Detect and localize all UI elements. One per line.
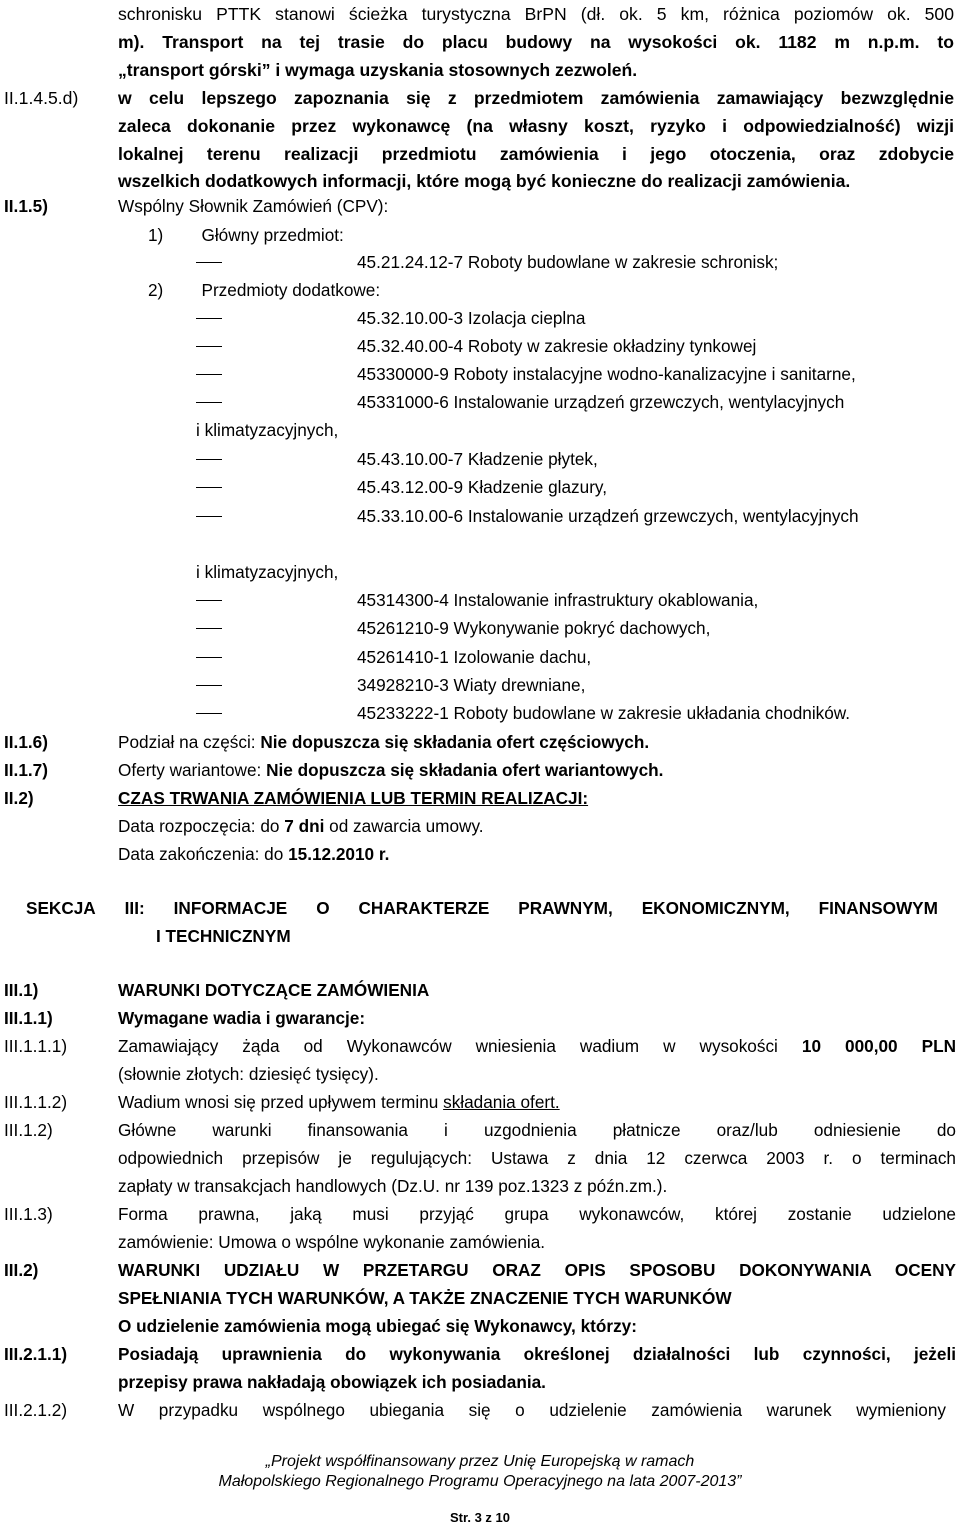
paragraph-line: W przypadku wspólnego ubiegania się o udzielenie zamówienia warunek wymieniony bbox=[118, 1400, 946, 1420]
dash-bullet bbox=[196, 628, 222, 629]
paragraph-line: WARUNKI UDZIAŁU W PRZETARGU ORAZ OPIS SPOSOBU DOKONYWANIA OCENY bbox=[118, 1260, 956, 1280]
section-number: III.1.1.2) bbox=[4, 1092, 68, 1112]
dash-bullet bbox=[196, 657, 222, 658]
cpv-item: 45.32.10.00-3 Izolacja cieplna bbox=[357, 308, 586, 328]
start-date: Data rozpoczęcia: do 7 dni od zawarcia umowy. bbox=[118, 816, 484, 836]
footer-project-line-2: Małopolskiego Regionalnego Programu Operacyjnego na lata 2007-2013” bbox=[218, 1473, 742, 1490]
section-number: III.2.1.1) bbox=[4, 1344, 68, 1364]
cpv-item: 45.33.10.00-6 Instalowanie urządzeń grzewczych, wentylacyjnych bbox=[357, 506, 859, 526]
section-number: III.1.1.1) bbox=[4, 1036, 68, 1056]
cpv-item: 45.43.12.00-9 Kładzenie glazury, bbox=[357, 477, 608, 497]
paragraph-line: Posiadają uprawnienia do wykonywania określonej działalności lub czynności, jeżeli bbox=[118, 1344, 956, 1364]
cpv-continuation: i klimatyzacyjnych, bbox=[196, 562, 339, 582]
paragraph-line: przepisy prawa nakładają obowiązek ich posiadania. bbox=[118, 1372, 546, 1392]
paragraph-line: lokalnej terenu realizacji przedmiotu zamówienia i jego otoczenia, oraz zdobycie bbox=[118, 144, 954, 164]
section-number: II.2) bbox=[4, 788, 34, 808]
paragraph-line: Zamawiający żąda od Wykonawców wniesienia wadium w wysokości 10 000,00 PLN bbox=[118, 1036, 956, 1056]
paragraph-line: wszelkich dodatkowych informacji, które mogą być konieczne do realizacji zamówienia. bbox=[118, 171, 851, 191]
cpv-item: 45331000-6 Instalowanie urządzeń grzewczych, wentylacyjnych bbox=[357, 392, 845, 412]
cpv-item: 45233222-1 Roboty budowlane w zakresie układania chodników. bbox=[357, 703, 851, 723]
dash-bullet bbox=[196, 685, 222, 686]
paragraph-line: O udzielenie zamówienia mogą ubiegać się Wykonawcy, którzy: bbox=[118, 1316, 637, 1336]
top-line-3: „transport górski” i wymaga uzyskania stosownych zezwoleń. bbox=[118, 60, 638, 80]
dash-bullet bbox=[196, 516, 222, 517]
paragraph-line: odpowiednich przepisów je regulujących: Ustawa z dnia 12 czerwca 2003 r. o terminach bbox=[118, 1148, 956, 1168]
end-date: Data zakończenia: do 15.12.2010 r. bbox=[118, 844, 390, 864]
dash-bullet bbox=[196, 713, 222, 714]
dash-bullet bbox=[196, 402, 222, 403]
section-number: II.1.7) bbox=[4, 760, 48, 780]
dash-bullet bbox=[196, 346, 222, 347]
section-3-heading: SEKCJA III: INFORMACJE O CHARAKTERZE PRAWNYM, EKONOMICZNYM, FINANSOWYM bbox=[26, 898, 938, 918]
section-number: II.1.6) bbox=[4, 732, 48, 752]
cpv-item: 45314300-4 Instalowanie infrastruktury okablowania, bbox=[357, 590, 759, 610]
dash-bullet bbox=[196, 374, 222, 375]
paragraph-line: zapłaty w transakcjach handlowych (Dz.U. nr 139 poz.1323 z późn.zm.). bbox=[118, 1176, 668, 1196]
variant-offers: Oferty wariantowe: Nie dopuszcza się składania ofert wariantowych. bbox=[118, 760, 664, 780]
paragraph-line: zamówienie: Umowa o wspólne wykonanie zamówienia. bbox=[118, 1232, 546, 1252]
cpv-item: 45261410-1 Izolowanie dachu, bbox=[357, 647, 592, 667]
cpv-extra-label: 2) Przedmioty dodatkowe: bbox=[148, 280, 381, 300]
dash-bullet bbox=[196, 318, 222, 319]
paragraph-line: Główne warunki finansowania i uzgodnienia płatnicze oraz/lub odniesienie do bbox=[118, 1120, 956, 1140]
partial-offers: Podział na części: Nie dopuszcza się składania ofert częściowych. bbox=[118, 732, 650, 752]
section-number: III.1) bbox=[4, 980, 39, 1000]
cpv-item: 45.32.40.00-4 Roboty w zakresie okładziny tynkowej bbox=[357, 336, 757, 356]
section-3-heading-line-2: I TECHNICZNYM bbox=[156, 926, 291, 946]
section-number: II.1.4.5.d) bbox=[4, 88, 79, 108]
page-number: Str. 3 z 10 bbox=[450, 1510, 510, 1525]
section-number: II.1.5) bbox=[4, 196, 48, 216]
section-number: III.1.2) bbox=[4, 1120, 53, 1140]
top-line-1: schronisku PTTK stanowi ścieżka turystyczna BrPN (dł. ok. 5 km, różnica poziomów ok. 500 bbox=[118, 4, 954, 24]
dash-bullet bbox=[196, 262, 222, 263]
cpv-item: 45261210-9 Wykonywanie pokryć dachowych, bbox=[357, 618, 711, 638]
top-line-2: m). Transport na tej trasie do placu budowy na wysokości ok. 1182 m n.p.m. to bbox=[118, 32, 954, 52]
section-number: III.2) bbox=[4, 1260, 39, 1280]
section-number: III.1.3) bbox=[4, 1204, 53, 1224]
paragraph-line: SPEŁNIANIA TYCH WARUNKÓW, A TAKŻE ZNACZENIE TYCH WARUNKÓW bbox=[118, 1288, 732, 1308]
paragraph-line: w celu lepszego zapoznania się z przedmiotem zamówienia zamawiający bezwzględnie bbox=[118, 88, 954, 108]
paragraph-line: Wadium wnosi się przed upływem terminu składania ofert. bbox=[118, 1092, 560, 1112]
cpv-item: 34928210-3 Wiaty drewniane, bbox=[357, 675, 586, 695]
cpv-item: 45.43.10.00-7 Kładzenie płytek, bbox=[357, 449, 598, 469]
cpv-title: Wspólny Słownik Zamówień (CPV): bbox=[118, 196, 389, 216]
paragraph-line: Forma prawna, jaką musi przyjąć grupa wykonawców, której zostanie udzielone bbox=[118, 1204, 956, 1224]
cpv-main-code: 45.21.24.12-7 Roboty budowlane w zakresie schronisk; bbox=[357, 252, 779, 272]
duration-title: CZAS TRWANIA ZAMÓWIENIA LUB TERMIN REALIZACJI: bbox=[118, 788, 589, 808]
cpv-item: 45330000-9 Roboty instalacyjne wodno-kanalizacyjne i sanitarne, bbox=[357, 364, 856, 384]
section-title: Wymagane wadia i gwarancje: bbox=[118, 1008, 366, 1028]
section-title: WARUNKI DOTYCZĄCE ZAMÓWIENIA bbox=[118, 980, 430, 1000]
paragraph-line: zaleca dokonanie przez wykonawcę (na własny koszt, ryzyko i odpowiedzialność) wizji bbox=[118, 116, 954, 136]
dash-bullet bbox=[196, 487, 222, 488]
section-number: III.2.1.2) bbox=[4, 1400, 68, 1420]
cpv-continuation: i klimatyzacyjnych, bbox=[196, 420, 339, 440]
section-number: III.1.1) bbox=[4, 1008, 53, 1028]
dash-bullet bbox=[196, 600, 222, 601]
footer-project-line-1: „Projekt współfinansowany przez Unię Europejską w ramach bbox=[265, 1453, 695, 1470]
offers-link[interactable]: składania ofert. bbox=[443, 1092, 560, 1112]
paragraph-line: (słownie złotych: dziesięć tysięcy). bbox=[118, 1064, 379, 1084]
cpv-main-label: 1) Główny przedmiot: bbox=[148, 225, 344, 245]
dash-bullet bbox=[196, 459, 222, 460]
